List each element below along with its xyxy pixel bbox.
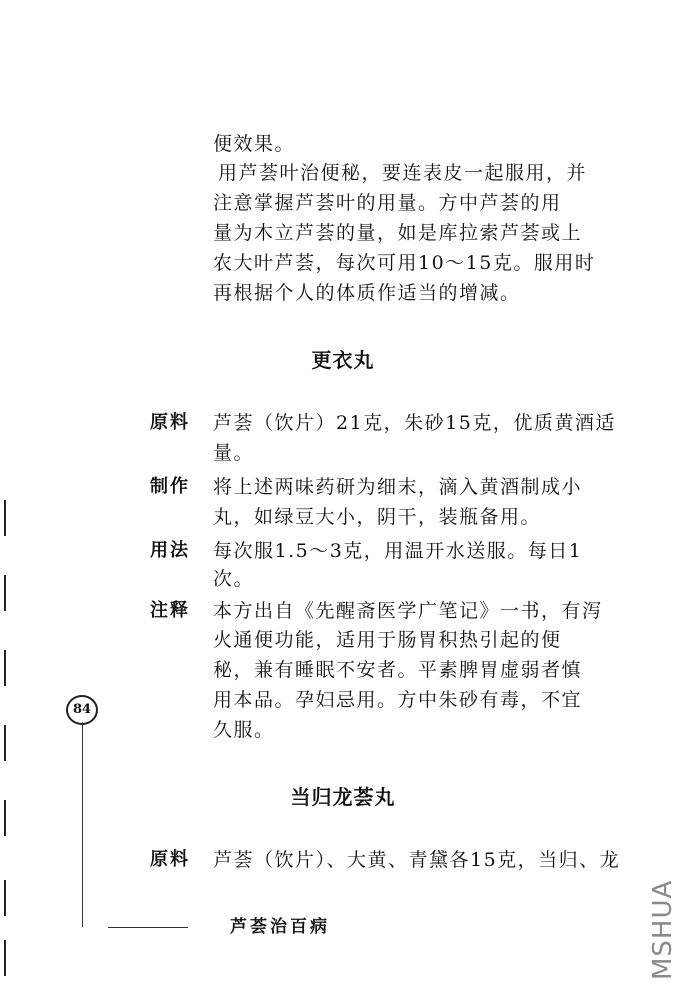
entry-label: 制作 (150, 476, 190, 497)
entry-line: 秘，兼有睡眠不安者。平素脾胃虚弱者慎 (213, 659, 583, 681)
entry-line: 丸，如绿豆大小，阴干，装瓶备用。 (213, 506, 542, 528)
entry-line: 芦荟（饮片）21克，朱砂15克，优质黄酒适 (213, 412, 616, 434)
intro-line: 用芦荟叶治便秘，要连表皮一起服用，并 (218, 162, 588, 184)
intro-line: 注意掌握芦荟叶的用量。方中芦荟的用 (213, 192, 562, 214)
entry-line: 久服。 (213, 719, 275, 741)
page-number: 84 (66, 695, 98, 725)
margin-mark (4, 575, 6, 611)
watermark: MSHUA (648, 879, 678, 980)
margin-mark (4, 500, 6, 536)
intro-line: 便效果。 (213, 133, 296, 155)
entry-line: 将上述两味药研为细末，滴入黄酒制成小 (213, 476, 583, 498)
entry-label: 注释 (150, 600, 190, 621)
intro-line: 再根据个人的体质作适当的增减。 (213, 282, 521, 304)
section-title: 更衣丸 (311, 348, 375, 372)
entry-line: 火通便功能，适用于肠胃积热引起的便 (213, 629, 562, 651)
entry-label: 原料 (150, 849, 190, 870)
margin-mark (4, 650, 6, 686)
entry-label: 用法 (150, 540, 190, 561)
intro-line: 农大叶芦荟，每次可用10～15克。服用时 (213, 252, 596, 274)
footer-rule (108, 927, 188, 928)
section-title: 当归龙荟丸 (290, 785, 396, 809)
margin-mark (4, 940, 6, 976)
margin-rule (82, 722, 83, 927)
entry-label: 原料 (150, 412, 190, 433)
intro-line: 量为木立芦荟的量，如是库拉索芦荟或上 (213, 222, 583, 244)
entry-line: 芦荟（饮片）、大黄、青黛各15克，当归、龙 (213, 849, 621, 871)
entry-line: 量。 (213, 442, 255, 464)
margin-mark (4, 880, 6, 916)
running-footer: 芦荟治百病 (230, 917, 330, 937)
entry-line: 每次服1.5～3克，用温开水送服。每日1 (213, 540, 583, 562)
margin-mark (4, 725, 6, 761)
entry-line: 本方出自《先醒斋医学广笔记》一书，有泻 (213, 600, 603, 622)
entry-line: 用本品。孕妇忌用。方中朱砂有毒，不宜 (213, 689, 583, 711)
entry-line: 次。 (213, 568, 255, 590)
